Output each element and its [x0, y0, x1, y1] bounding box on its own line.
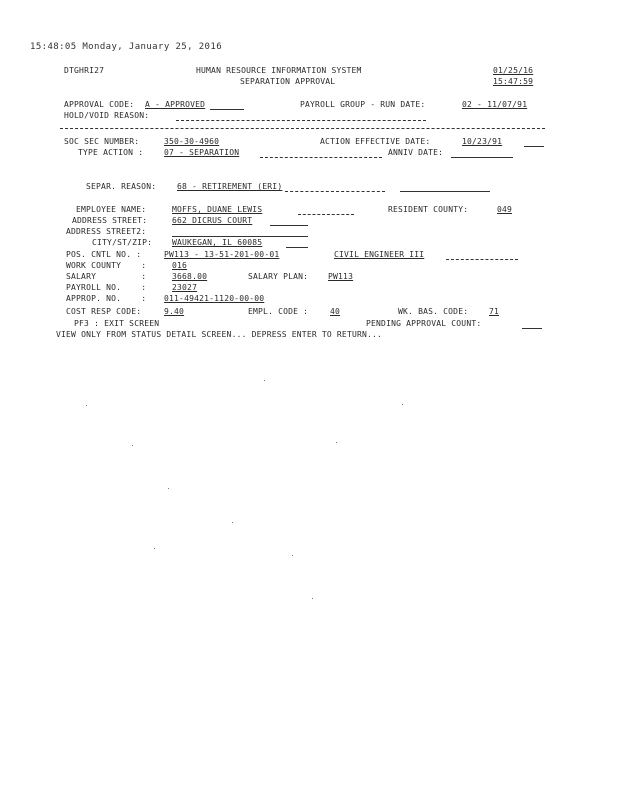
address-street2-field[interactable]	[172, 236, 308, 237]
cost-resp-field[interactable]: 9.40	[164, 307, 185, 316]
cost-resp-label: COST RESP CODE:	[66, 307, 142, 316]
action-effective-field[interactable]: 10/23/91	[462, 137, 503, 146]
pos-cntl-field[interactable]: PW113 - 13-51-201-00-01	[164, 250, 280, 259]
separ-reason-field-extra	[400, 191, 490, 192]
approp-no-label: APPROP. NO. :	[66, 294, 147, 303]
city-st-zip-field-underline	[286, 247, 308, 248]
pos-cntl-label: POS. CNTL NO. :	[66, 250, 142, 259]
pending-approval-field[interactable]	[522, 328, 542, 329]
print-timestamp: 15:48:05 Monday, January 25, 2016	[30, 42, 223, 52]
approval-code-field-underline	[210, 109, 244, 110]
salary-label: SALARY :	[66, 272, 147, 281]
anniv-date-label: ANNIV DATE:	[388, 148, 444, 157]
scan-speck	[312, 598, 313, 599]
scan-speck	[232, 522, 233, 523]
payroll-no-field[interactable]: 23027	[172, 283, 198, 292]
scan-speck	[336, 442, 337, 443]
salary-field[interactable]: 3668.00	[172, 272, 208, 281]
employee-name-field[interactable]: MOFFS, DUANE LEWIS	[172, 205, 263, 214]
address-street2-label: ADDRESS STREET2:	[66, 227, 147, 236]
anniv-date-field[interactable]	[451, 157, 513, 158]
address-street-field-underline	[270, 225, 308, 226]
screen-date: 01/25/16	[493, 66, 534, 75]
scan-speck	[292, 555, 293, 556]
screen-id: DTGHRI27	[64, 66, 105, 75]
action-effective-label: ACTION EFFECTIVE DATE:	[320, 137, 431, 146]
empl-code-label: EMPL. CODE :	[248, 307, 309, 316]
separ-reason-label: SEPAR. REASON:	[86, 182, 157, 191]
payroll-group-field[interactable]: 02 - 11/07/91	[462, 100, 528, 109]
screen-time: 15:47:59	[493, 77, 534, 86]
separ-reason-field[interactable]: 68 - RETIREMENT (ERI)	[177, 182, 283, 191]
status-message: VIEW ONLY FROM STATUS DETAIL SCREEN... DEPRESS ENTER TO RETURN...	[56, 330, 383, 339]
scan-speck	[168, 488, 169, 489]
empl-code-field[interactable]: 40	[330, 307, 341, 316]
scan-speck	[264, 380, 265, 381]
section-divider	[60, 128, 545, 129]
scan-speck	[402, 404, 403, 405]
work-county-label: WORK COUNTY :	[66, 261, 147, 270]
city-st-zip-label: CITY/ST/ZIP:	[92, 238, 153, 247]
hold-void-field[interactable]	[176, 120, 426, 121]
city-st-zip-field[interactable]: WAUKEGAN, IL 60085	[172, 238, 263, 247]
scan-speck	[86, 405, 87, 406]
address-street-field[interactable]: 662 DICRUS COURT	[172, 216, 253, 225]
wk-bas-code-label: WK. BAS. CODE:	[398, 307, 469, 316]
pf3-exit-key[interactable]: PF3 : EXIT SCREEN	[74, 319, 160, 328]
address-street-label: ADDRESS STREET:	[72, 216, 148, 225]
type-action-label: TYPE ACTION :	[78, 148, 144, 157]
resident-county-field[interactable]: 049	[497, 205, 513, 214]
position-title-field-underline	[446, 259, 518, 260]
type-action-field[interactable]: 07 - SEPARATION	[164, 148, 240, 157]
approp-no-field[interactable]: 011-49421-1120-00-00	[164, 294, 265, 303]
approval-code-label: APPROVAL CODE:	[64, 100, 135, 109]
salary-plan-label: SALARY PLAN:	[248, 272, 309, 281]
separ-reason-field-underline	[285, 191, 385, 192]
payroll-no-label: PAYROLL NO. :	[66, 283, 147, 292]
type-action-field-underline	[260, 157, 382, 158]
work-county-field[interactable]: 016	[172, 261, 188, 270]
payroll-group-label: PAYROLL GROUP - RUN DATE:	[300, 100, 426, 109]
salary-plan-field[interactable]: PW113	[328, 272, 354, 281]
resident-county-label: RESIDENT COUNTY:	[388, 205, 469, 214]
ssn-field[interactable]: 350-30-4960	[164, 137, 220, 146]
ssn-label: SOC SEC NUMBER:	[64, 137, 140, 146]
hold-void-label: HOLD/VOID REASON:	[64, 111, 150, 120]
scan-speck	[154, 548, 155, 549]
screen-title: SEPARATION APPROVAL	[240, 77, 336, 86]
wk-bas-code-field[interactable]: 71	[489, 307, 500, 316]
approval-code-field[interactable]: A - APPROVED	[145, 100, 206, 109]
position-title-field[interactable]: CIVIL ENGINEER III	[334, 250, 425, 259]
action-effective-field-extra	[524, 146, 544, 147]
pending-approval-label: PENDING APPROVAL COUNT:	[366, 319, 482, 328]
system-title: HUMAN RESOURCE INFORMATION SYSTEM	[196, 66, 362, 75]
employee-name-field-underline	[298, 214, 354, 215]
scan-speck	[132, 445, 133, 446]
employee-name-label: EMPLOYEE NAME:	[76, 205, 147, 214]
